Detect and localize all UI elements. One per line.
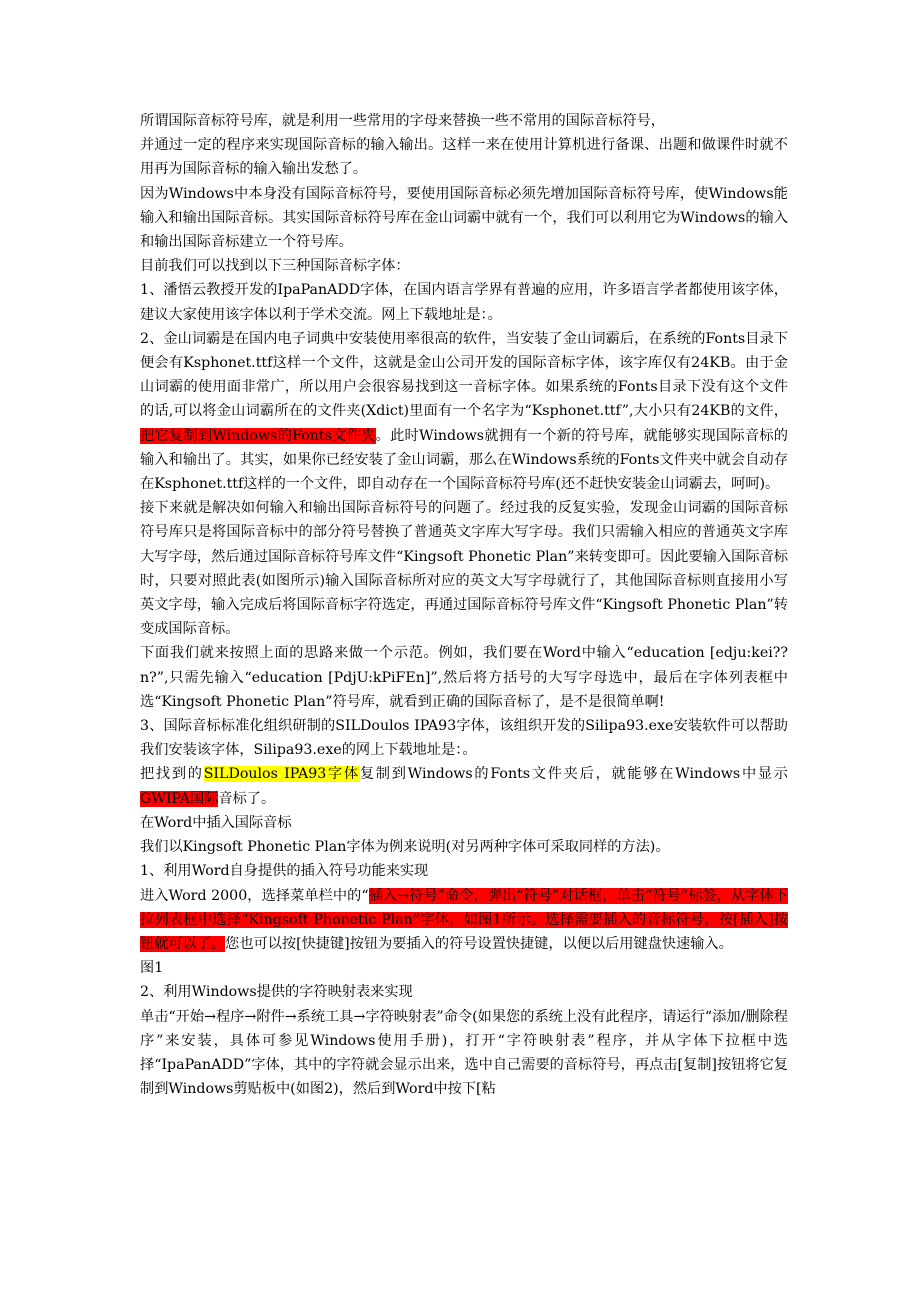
text-run: 音标了。 [218, 790, 276, 807]
text-run: 我们以Kingsoft Phonetic Plan字体为例来说明(对另两种字体可采取同样的方法)。 [140, 839, 670, 856]
paragraph-3 [140, 254, 788, 278]
paragraph-13 [140, 884, 788, 957]
paragraph-4 [140, 278, 788, 326]
text-run: 2、金山词霸是在国内电子词典中安装使用率很高的软件，当安装了金山词霸后，在系统的Fonts目录下便会有Ksphonet.ttf这样一个文件，这就是金山公司开发的国际音标字体，该字库仅有24KB。由于金山词霸的使用面非常广，所以用户会很容易找到这一音标字体。如果系统的Fonts目录下没有这个文件的话,可以将金山词霸所在的文件夹(Xdict)里面有一个名字为“Ksphonet.ttf”,大小只有24KB的文件， [140, 330, 788, 420]
subsection-heading-2 [140, 980, 788, 1004]
paragraph-6 [140, 496, 788, 641]
text-run: 您也可以按[快捷键]按钮为要插入的符号设置快捷键，以便以后用键盘快速输入。 [225, 935, 733, 952]
section-heading [140, 811, 788, 835]
text-run: 2、利用Windows提供的字符映射表来实现 [140, 984, 413, 1001]
text-run: 3、国际音标标准化组织研制的SILDoulos IPA93字体，该组织开发的Silipa93.exe安装软件可以帮助我们安装该字体，Silipa93.exe的网上下载地址是：。 [140, 718, 788, 759]
text-run: 目前我们可以找到以下三种国际音标字体： [140, 258, 410, 275]
text-run: 图1 [140, 960, 164, 977]
paragraph-2 [140, 182, 788, 255]
highlighted-text-red: 插入→符号”命令，弹出“符号”对话框，单击“符号”标签，从字体下拉列表框中选择“Kingsoft Phonetic Plan”字体，如图1所示。选择需要插入的音标符号，按[插入]按钮就可以了。 [140, 887, 788, 952]
text-run: 1、利用Word自身提供的插入符号功能来实现 [140, 863, 429, 880]
text-run: 1、潘悟云教授开发的IpaPanADD字体，在国内语言学界有普遍的应用，许多语言学者都使用该字体，建议大家使用该字体以利于学术交流。网上下载地址是：。 [140, 282, 788, 323]
text-run: 在Word中插入国际音标 [140, 814, 292, 831]
paragraph-9 [140, 762, 788, 810]
text-run: 。此时Windows就拥有一个新的符号库，就能够实现国际音标的输入和输出了。其实，如果你已经安装了金山词霸，那么在Windows系统的Fonts文件夹中就会自动存在Ksphonet.ttf这样的一个文件，即自动存在一个国际音标符号库(还不赶快安装金山词霸去，呵呵)。 [140, 427, 788, 493]
text-run: 并通过一定的程序来实现国际音标的输入输出。这样一来在使用计算机进行备课、出题和做课件时就不用再为国际音标的输入输出发愁了。 [140, 137, 788, 178]
text-run: 因为Windows中本身没有国际音标符号，要使用国际音标必须先增加国际音标符号库，使Windows能输入和输出国际音标。其实国际音标符号库在金山词霸中就有一个，我们可以利用它为Windows的输入和输出国际音标建立一个符号库。 [140, 185, 788, 251]
highlighted-text-red: 把它复制到Windows的Fonts文件夹 [140, 427, 376, 444]
text-run: 接下来就是解决如何输入和输出国际音标符号的问题了。经过我的反复实验，发现金山词霸的国际音标符号库只是将国际音标中的部分符号替换了普通英文字库大写字母。我们只需输入相应的普通英文字库大写字母，然后通过国际音标符号库文件“Kingsoft Phonetic Plan”来转变即可。因此要输入国际音标时，只要对照此表(如图所示)输入国际音标所对应的英文大写字母就行了，其他国际音标则直接用小写英文字母，输入完成后将国际音标字符选定，再通过国际音标符号库文件“Kingsoft Phonetic Plan”转变成国际音标。 [140, 500, 788, 638]
figure-caption [140, 956, 788, 980]
text-run: 单击“开始→程序→附件→系统工具→字符映射表”命令(如果您的系统上没有此程序，请运行“添加/删除程序”来安装，具体可参见Windows使用手册)，打开“字符映射表”程序，并从字体下拉框中选择“IpaPanADD”字体，其中的字符就会显示出来，选中自己需要的音标符号，再点击[复制]按钮将它复制到Windows剪贴板中(如图2)，然后到Word中按下[粘 [140, 1008, 788, 1098]
paragraph-11 [140, 835, 788, 859]
text-run: 把找到的 [140, 766, 204, 783]
text-run: 进入Word 2000，选择菜单栏中的“ [140, 887, 369, 904]
paragraph-16 [140, 1005, 788, 1102]
text-run: 所谓国际音标符号库，就是利用一些常用的字母来替换一些不常用的国际音标符号， [140, 113, 665, 129]
paragraph-8 [140, 714, 788, 762]
paragraph-0 [140, 109, 788, 133]
highlighted-text-yellow: SILDoulos IPA93字体 [203, 766, 360, 783]
paragraph-1 [140, 133, 788, 181]
paragraph-7 [140, 641, 788, 714]
text-run: 复制到Windows的Fonts文件夹后，就能够在Windows中显示 [359, 766, 788, 783]
document-body [140, 109, 788, 1101]
text-run: 下面我们就来按照上面的思路来做一个示范。例如，我们要在Word中输入“education [edju:kei??n?”,只需先输入“education [PdjU:kPiFEn]”,然后将方括号的大写字母选中，最后在字体列表框中选“Kingsoft Phonetic Plan”符号库，就看到正确的国际音标了，是不是很简单啊! [140, 645, 788, 710]
paragraph-5 [140, 327, 788, 496]
highlighted-text-red: GWIPA国际 [140, 790, 219, 807]
subsection-heading-1 [140, 859, 788, 883]
